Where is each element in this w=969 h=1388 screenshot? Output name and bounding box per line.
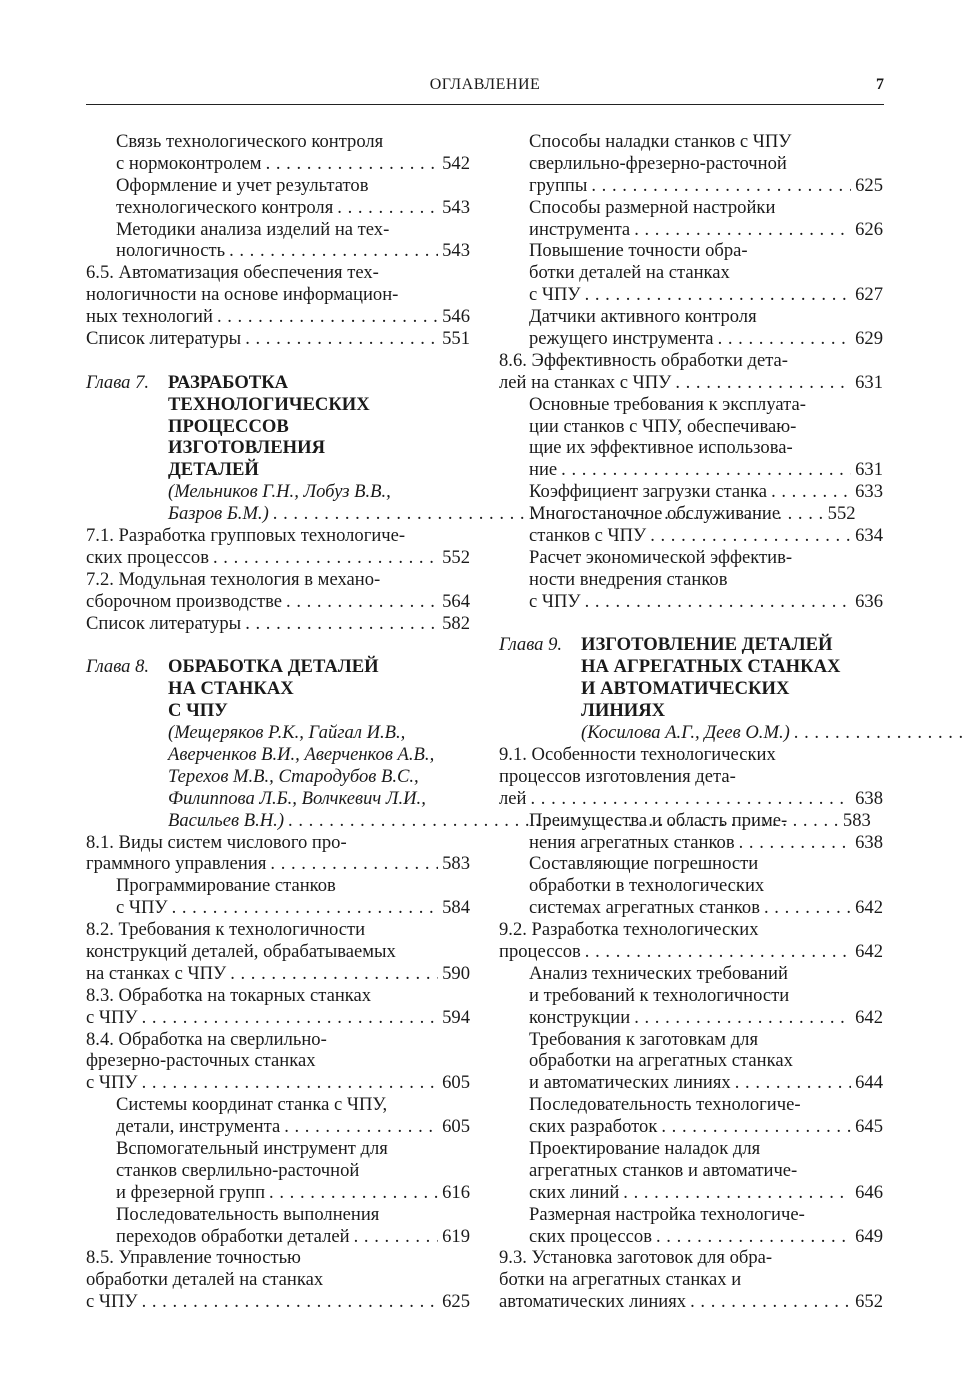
leader-dots [213, 547, 438, 569]
toc-entry: Размерная настройка технологиче- ских процессов . . . 649 [499, 1204, 883, 1248]
header-title: ОГЛАВЛЕНИЕ [429, 76, 541, 93]
toc-entry: Список литературы . . . 551 [86, 328, 470, 350]
leader-dots [269, 1182, 438, 1204]
chapter-authors: (Мещеряков Р.К., Гайгал И.В., [168, 722, 406, 744]
toc-entry: 9.3. Установка заготовок для обра- ботки на агрегатных станках и автоматических линиях . . . 652 [499, 1247, 883, 1313]
page-ref: 627 [855, 284, 883, 306]
toc-entry: Способы наладки станков с ЧПУ сверлильно-фрезерно-расточной группы . . . 625 [499, 131, 883, 197]
toc-entry: Преимущества и область приме- нения агрегатных станков . . . 638 [499, 810, 883, 854]
page-ref: 645 [855, 1116, 883, 1138]
page-ref: 590 [442, 962, 470, 984]
toc-entry: Вспомогательный инструмент для станков сверлильно-расточной и фрезерной групп . . . 616 [86, 1138, 470, 1204]
page-ref: 629 [855, 328, 883, 350]
leader-dots [634, 1007, 851, 1029]
page-ref: 625 [442, 1291, 470, 1313]
page-ref: 649 [855, 1225, 883, 1247]
page-ref: 619 [442, 1225, 470, 1247]
toc-entry: Программирование станков с ЧПУ . . . 584 [86, 875, 470, 919]
leader-dots [230, 963, 438, 985]
leader-dots [585, 284, 852, 306]
page-ref: 652 [855, 1291, 883, 1313]
toc-entry: 7.1. Разработка групповых технологиче- ских процессов . . . 552 [86, 525, 470, 569]
chapter-authors: Базров Б.М.) [168, 503, 269, 525]
page-ref: 582 [442, 612, 470, 634]
page-ref: 564 [442, 590, 470, 612]
page-ref: 638 [855, 831, 883, 853]
toc-entry: Повышение точности обра- ботки деталей на станках с ЧПУ . . . 627 [499, 240, 883, 306]
running-header [86, 76, 884, 102]
toc-entry: Последовательность выполнения переходов обработки деталей . . . 619 [86, 1204, 470, 1248]
page-ref: 583 [442, 853, 470, 875]
leader-dots [634, 219, 851, 241]
chapter-authors: Филиппова Л.Б., Волчкевич Л.И., [168, 787, 426, 809]
chapter-title: ОБРАБОТКА ДЕТАЛЕЙ [168, 656, 379, 678]
toc-entry: Проектирование наладок для агрегатных станков и автоматиче- ских линий . . . 646 [499, 1138, 883, 1204]
leader-dots [650, 525, 851, 547]
leader-dots [229, 240, 438, 262]
toc-entry: Многостаночное обслуживание станков с ЧПУ . . . 634 [499, 503, 883, 547]
chapter-title: ПРОЦЕССОВ [168, 415, 289, 437]
toc-entry: Системы координат станка с ЧПУ, детали, инструмента . . . 605 [86, 1094, 470, 1138]
leader-dots [656, 1226, 851, 1248]
page-ref: 625 [855, 174, 883, 196]
page-ref: 594 [442, 1006, 470, 1028]
page-ref: 633 [855, 481, 883, 503]
toc-entry: Анализ технических требований и требований к технологичности конструкции . . . 642 [499, 963, 883, 1029]
page-ref: 605 [442, 1072, 470, 1094]
chapter-title: ТЕХНОЛОГИЧЕСКИХ [168, 393, 370, 415]
leader-dots [561, 459, 851, 481]
toc-entry: 7.2. Модульная технология в механо- сборочном производстве . . . 564 [86, 569, 470, 613]
page-ref: 642 [855, 940, 883, 962]
toc-entry: 8.6. Эффективность обработки дета- лей на станках с ЧПУ . . . 631 [499, 350, 883, 394]
leader-dots [270, 853, 438, 875]
leader-dots [764, 897, 851, 919]
leader-dots [794, 722, 969, 744]
toc-entry: Методики анализа изделий на тех- нологичность . . . 543 [86, 219, 470, 263]
toc-entry: Оформление и учет результатов технологического контроля . . . 543 [86, 175, 470, 219]
toc-entry: Основные требования к эксплуата- ции станков с ЧПУ, обеспечиваю- щие их эффективное использова- ние . . . 631 [499, 394, 883, 482]
toc-entry: Список литературы . . . 582 [86, 613, 470, 635]
page-ref: 543 [442, 240, 470, 262]
page-ref: 634 [855, 525, 883, 547]
chapter-title: С ЧПУ [168, 700, 228, 722]
toc-entry: 8.3. Обработка на токарных станках с ЧПУ . . . 594 [86, 985, 470, 1029]
leader-dots [585, 941, 851, 963]
page-ref: 543 [442, 196, 470, 218]
header-rule [86, 104, 884, 105]
leader-dots [718, 328, 852, 350]
leader-dots [354, 1226, 439, 1248]
page-ref: 546 [442, 306, 470, 328]
toc-entry: Связь технологического контроля с нормоконтролем . . . 542 [86, 131, 470, 175]
page-ref: 552 [442, 546, 470, 568]
chapter-title: ЛИНИЯХ [581, 700, 666, 722]
leader-dots [585, 591, 852, 613]
page-ref: 642 [855, 1006, 883, 1028]
leader-dots [286, 591, 438, 613]
page-ref: 644 [855, 1072, 883, 1094]
leader-dots [735, 1072, 851, 1094]
chapter-title: ДЕТАЛЕЙ [168, 459, 259, 481]
page-ref: 636 [855, 590, 883, 612]
page-ref: 626 [855, 218, 883, 240]
leader-dots [172, 897, 439, 919]
leader-dots [623, 1182, 851, 1204]
page-number: 7 [876, 76, 884, 93]
leader-dots [142, 1007, 439, 1029]
toc-entry: 6.5. Автоматизация обеспечения тех- нологичности на основе информацион- ных технологий . . . 546 [86, 262, 470, 328]
chapter-title: ИЗГОТОВЛЕНИЯ [168, 437, 326, 459]
leader-dots [245, 328, 438, 350]
leader-dots [675, 372, 851, 394]
leader-dots [284, 1116, 438, 1138]
toc-entry: Составляющие погрешности обработки в технологических системах агрегатных станков . . . 642 [499, 853, 883, 919]
page-ref: 552 [827, 503, 856, 525]
toc-entry: Требования к заготовкам для обработки на агрегатных станках и автоматических линиях . . . 644 [499, 1029, 883, 1095]
toc-entry: 9.1. Особенности технологических процессов изготовления дета- лей . . . 638 [499, 744, 883, 810]
chapter-title: ИЗГОТОВЛЕНИЕ ДЕТАЛЕЙ [581, 634, 833, 656]
page-ref: 605 [442, 1116, 470, 1138]
chapter-title: И АВТОМАТИЧЕСКИХ [581, 678, 790, 700]
page-ref: 638 [855, 787, 883, 809]
chapter-title: РАЗРАБОТКА [168, 371, 289, 393]
leader-dots [217, 306, 438, 328]
leader-dots [690, 1291, 851, 1313]
chapter-title: НА АГРЕГАТНЫХ СТАНКАХ [581, 656, 841, 678]
leader-dots [337, 197, 438, 219]
toc-entry: Датчики активного контроля режущего инструмента . . . 629 [499, 306, 883, 350]
leader-dots [771, 481, 851, 503]
leader-dots [530, 788, 851, 810]
page-ref: 583 [842, 809, 871, 831]
leader-dots [739, 832, 851, 854]
page-ref: 542 [442, 152, 470, 174]
leader-dots [142, 1072, 439, 1094]
toc-entry: 8.1. Виды систем числового про- граммного управления . . . 583 [86, 832, 470, 876]
chapter-label: Глава 9. [499, 634, 563, 656]
chapter-label: Глава 7. [86, 371, 150, 393]
toc-entry: 9.2. Разработка технологических процессов . . . 642 [499, 919, 883, 963]
page-ref: 584 [442, 897, 470, 919]
toc-entry: Коэффициент загрузки станка . . . 633 [499, 481, 883, 503]
leader-dots [245, 613, 438, 635]
chapter-authors: (Мельников Г.Н., Лобуз В.В., [168, 481, 391, 503]
chapter-authors: Терехов М.В., Стародубов В.С., [168, 765, 419, 787]
toc-entry: Последовательность технологиче- ских разработок . . . 645 [499, 1094, 883, 1138]
toc-right-column [499, 131, 883, 1313]
page-ref: 646 [855, 1181, 883, 1203]
leader-dots [142, 1291, 439, 1313]
chapter-authors: Васильев В.Н.) [168, 809, 285, 831]
chapter-authors: (Косилова А.Г., Деев О.М.) [581, 722, 790, 744]
page-ref: 631 [855, 459, 883, 481]
chapter-9-heading [499, 634, 883, 743]
page-ref: 642 [855, 897, 883, 919]
toc-entry: Расчет экономической эффектив- ности внедрения станков с ЧПУ . . . 636 [499, 547, 883, 613]
toc-entry: Способы размерной настройки инструмента . . . 626 [499, 197, 883, 241]
leader-dots [661, 1116, 851, 1138]
chapter-label: Глава 8. [86, 656, 150, 678]
toc-entry: 8.4. Обработка на сверлильно- фрезерно-расточных станках с ЧПУ . . . 605 [86, 1029, 470, 1095]
leader-dots [591, 175, 851, 197]
page-ref: 616 [442, 1181, 470, 1203]
chapter-title: НА СТАНКАХ [168, 678, 294, 700]
page-ref: 631 [855, 371, 883, 393]
page-ref: 551 [442, 328, 470, 350]
toc-entry: 8.5. Управление точностью обработки деталей на станках с ЧПУ . . . 625 [86, 1247, 470, 1313]
chapter-authors: Аверченков В.И., Аверченков А.В., [168, 743, 435, 765]
toc-entry: 8.2. Требования к технологичности конструкций деталей, обрабатываемых на станках с ЧПУ . . . 590 [86, 919, 470, 985]
leader-dots [266, 153, 439, 175]
